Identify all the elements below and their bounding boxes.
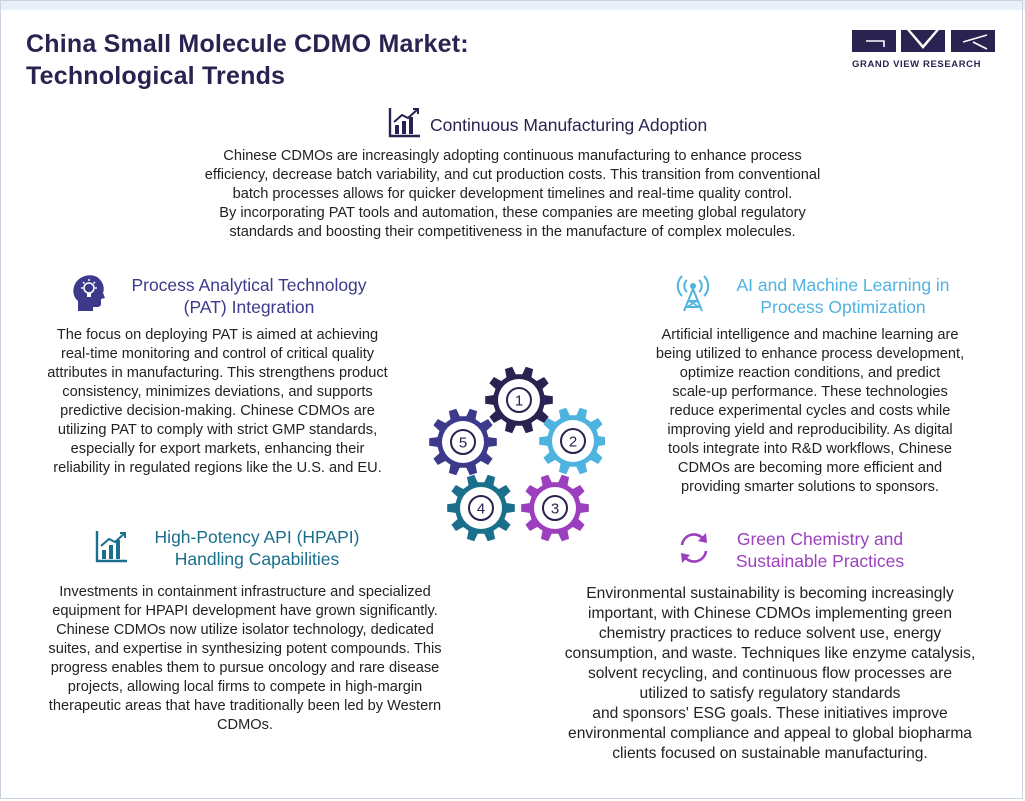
- gears-diagram: [425, 365, 605, 550]
- gear-1: [485, 367, 553, 434]
- text-line: batch processes allows for quicker development timelines and real-time quality control.: [232, 186, 793, 202]
- green-chemistry-title: [720, 528, 920, 572]
- gear-number: 5: [458, 434, 468, 452]
- logo-mark-v: [901, 30, 946, 52]
- logo-text: GRAND VIEW RESEARCH: [852, 59, 982, 70]
- continuous-manufacturing-title: Continuous Manufacturing Adoption: [430, 114, 708, 135]
- page-title: [26, 28, 469, 92]
- gear-number: 2: [568, 433, 578, 451]
- text-line: reliability in regulated regions like the U.S. and EU.: [53, 460, 382, 476]
- green-title-line-2: Sustainable Practices: [735, 551, 905, 571]
- gear-number: 4: [476, 500, 486, 518]
- text-line: solvent recycling, and continuous flow processes are: [587, 665, 953, 682]
- gear-2: [539, 408, 605, 475]
- text-line: Artificial intelligence and machine learning are: [661, 327, 959, 343]
- text-line: utilized to satisfy regulatory standards: [639, 685, 901, 702]
- text-line: progress enables them to pursue oncology and rare disease: [50, 660, 440, 676]
- text-line: environmental compliance and appeal to global biopharma: [568, 725, 972, 742]
- logo-mark-g: [852, 30, 897, 52]
- hpapi-title-line-1: High-Potency API (HPAPI): [154, 527, 360, 547]
- text-line: scale-up performance. These technologies: [672, 384, 948, 400]
- hpapi-title: [137, 526, 377, 570]
- text-line: suites, and expertise in synthesizing potent compounds. This: [48, 641, 442, 657]
- text-line: equipment for HPAPI development have grown significantly.: [52, 603, 438, 619]
- text-line: providing smarter solutions to sponsors.: [681, 479, 939, 495]
- text-line: consistency, minimizes deviations, and supports: [62, 384, 373, 400]
- text-line: therapeutic areas that have traditionally been led by Western: [48, 698, 442, 714]
- text-line: Environmental sustainability is becoming increasingly: [586, 585, 954, 602]
- page-title-line-2: Technological Trends: [26, 62, 286, 90]
- text-line: consumption, and waste. Techniques like enzyme catalysis,: [564, 645, 976, 662]
- text-line: tools integrate into R&D workflows, Chinese: [668, 441, 952, 457]
- pat-integration-title: [114, 274, 384, 318]
- text-line: CDMOs.: [217, 717, 273, 733]
- hpapi-heading: [95, 526, 377, 570]
- pat-title-line-1: Process Analytical Technology: [131, 274, 367, 295]
- logo-marks: [852, 30, 996, 52]
- ai-title-line-1: AI and Machine Learning in: [736, 274, 950, 295]
- text-line: predictive decision-making. Chinese CDMOs are: [60, 403, 375, 419]
- text-line: clients focused on sustainable manufacturing.: [612, 745, 928, 762]
- pat-integration-heading: [72, 273, 384, 318]
- text-line: optimize reaction conditions, and predict: [679, 365, 941, 381]
- green-chemistry-text: [525, 584, 1015, 764]
- bar-chart-icon: [388, 106, 422, 143]
- gear-number: 3: [550, 500, 560, 518]
- text-line: projects, allowing local firms to compete in high-margin: [67, 679, 423, 695]
- text-line: attributes in manufacturing. This strengthens product: [47, 365, 388, 381]
- page-title-line-1: China Small Molecule CDMO Market:: [26, 30, 469, 58]
- text-line: reduce experimental cycles and costs while: [669, 403, 951, 419]
- text-line: and sponsors' ESG goals. These initiatives improve: [592, 705, 948, 722]
- green-title-line-1: Green Chemistry and: [736, 529, 904, 549]
- gear-4: [447, 475, 515, 542]
- text-line: Chinese CDMOs now utilize isolator technology, dedicated: [56, 622, 434, 638]
- logo-mark-r: [951, 30, 996, 52]
- text-line: chemistry practices to reduce solvent use, energy: [598, 625, 942, 642]
- continuous-manufacturing-text: [150, 147, 875, 242]
- ai-ml-title: [718, 274, 968, 318]
- text-line: improving yield and reproducibility. As digital: [667, 422, 953, 438]
- text-line: By incorporating PAT tools and automation, these companies are meeting global regulatory: [219, 205, 806, 221]
- text-line: real-time monitoring and control of critical quality: [60, 346, 375, 362]
- antenna-icon: [676, 273, 710, 318]
- bar-chart-icon: [95, 529, 129, 568]
- text-line: utilizing PAT to comply with strict GMP standards,: [57, 422, 378, 438]
- text-line: Chinese CDMOs are increasingly adopting continuous manufacturing to enhance process: [223, 148, 802, 164]
- pat-integration-text: [20, 326, 415, 478]
- hpapi-text: [15, 583, 475, 735]
- pat-title-line-2: (PAT) Integration: [183, 296, 315, 317]
- text-line: important, with Chinese CDMOs implementing green: [587, 605, 952, 622]
- text-line: being utilized to enhance process development,: [655, 346, 965, 362]
- ai-title-line-2: Process Optimization: [760, 296, 926, 317]
- gear-5: [429, 409, 497, 476]
- gear-3: [521, 475, 589, 542]
- text-line: standards and boosting their competitiveness in the manufacture of complex molecules.: [229, 224, 796, 240]
- grand-view-research-logo: [852, 30, 996, 70]
- recycle-arrows-icon: [676, 530, 712, 571]
- green-chemistry-heading: [676, 528, 920, 572]
- text-line: Investments in containment infrastructure and specialized: [59, 584, 431, 600]
- text-line: especially for export markets, enhancing their: [70, 441, 365, 457]
- continuous-manufacturing-heading: [388, 106, 707, 143]
- hpapi-title-line-2: Handling Capabilities: [174, 549, 340, 569]
- ai-ml-text: [610, 326, 1010, 497]
- text-line: The focus on deploying PAT is aimed at achieving: [56, 327, 379, 343]
- gear-number: 1: [514, 392, 524, 410]
- text-line: CDMOs are becoming more efficient and: [677, 460, 943, 476]
- head-lightbulb-icon: [72, 273, 106, 318]
- ai-ml-heading: [676, 273, 968, 318]
- text-line: efficiency, decrease batch variability, and cut production costs. This transition from conventional: [204, 167, 821, 183]
